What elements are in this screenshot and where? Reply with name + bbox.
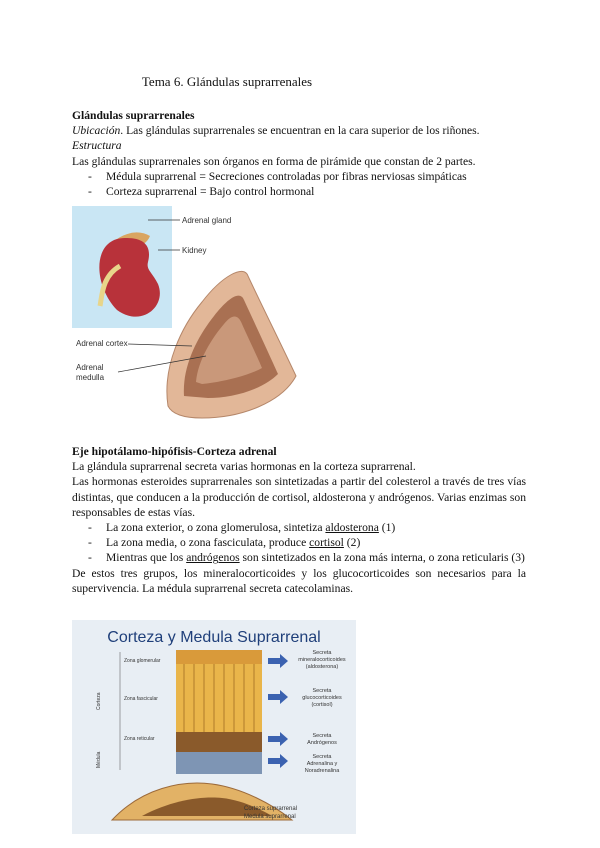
zone-label: Zona fascicular — [124, 696, 158, 702]
secretion-label: Andrógenos — [307, 740, 337, 746]
adrenal-kidney-figure — [72, 206, 304, 424]
secretion-label: glucocorticoides — [302, 695, 342, 701]
ubicacion-label: Ubicación — [72, 124, 121, 138]
estructura-label: Estructura — [72, 139, 122, 153]
label-adrenal-gland: Adrenal gland — [182, 216, 232, 225]
zone-label: Zona reticular — [124, 736, 155, 742]
side-label: Corteza — [96, 692, 102, 710]
secretion-label: (aldosterona) — [305, 664, 339, 670]
estructura-list — [72, 169, 526, 199]
section-glandulas — [72, 108, 526, 199]
corteza-medula-figure — [72, 620, 356, 834]
section-heading: Eje hipotálamo-hipófisis-Corteza adrenal — [72, 445, 277, 458]
figure-title: Corteza y Medula Suprarrenal — [107, 629, 321, 646]
secretion-label: Secreta — [312, 733, 332, 739]
zone-label: Zona glomerular — [124, 658, 161, 664]
paragraph: De estos tres grupos, los mineralocorticoides y los glucocorticoides son necesarios para la supervivencia. La médula suprarrenal secreta catecolaminas. — [72, 566, 526, 595]
ubicacion-text: . Las glándulas suprarrenales se encuentran en la cara superior de los riñones. — [120, 124, 480, 138]
medulla-tissue — [176, 752, 262, 774]
hormone-name: andrógenos — [186, 551, 240, 565]
section-heading: Glándulas suprarrenales — [72, 109, 195, 122]
hormone-name: aldosterona — [325, 521, 379, 535]
list-item: - Corteza suprarrenal = Bajo control hormonal — [88, 185, 315, 199]
secretion-label: mineralocorticoides — [298, 657, 346, 663]
secretion-label: Adrenalina y — [306, 761, 338, 767]
label-adrenal-medulla: Adrenal — [76, 363, 104, 372]
ubicacion-line — [72, 123, 526, 138]
side-label: Médula — [96, 751, 102, 768]
paragraph: La glándula suprarrenal secreta varias hormonas en la corteza suprarrenal. — [72, 460, 416, 474]
zona-reticular-tissue — [176, 732, 262, 752]
secretion-label: Noradrenalina — [304, 768, 340, 774]
zonas-list — [72, 520, 526, 566]
list-item: - La zona media, o zona fasciculata, produce cortisol (2) — [88, 536, 361, 550]
paragraph: Las hormonas esteroides suprarrenales son sintetizadas a partir del colesterol a través de tres vías distintas, que conducen a la producción de cortisol, aldosterona y andrógenos. Varias enzimas son responsables de estas vías. — [72, 475, 526, 519]
label-adrenal-cortex: Adrenal cortex — [76, 339, 128, 348]
secretion-label: Secreta — [312, 650, 332, 656]
bottom-label: Medula suprarrenal — [244, 814, 296, 820]
page-title: Tema 6. Glándulas suprarrenales — [141, 74, 313, 89]
label-kidney: Kidney — [182, 246, 207, 255]
hormone-name: cortisol — [309, 536, 344, 550]
label-adrenal-medulla-2: medulla — [76, 373, 105, 382]
bottom-label: Corteza suprarrenal — [244, 806, 298, 812]
section-eje — [72, 444, 526, 596]
list-item: - La zona exterior, o zona glomerulosa, sintetiza aldosterona (1) — [88, 521, 396, 535]
list-item: - Mientras que los andrógenos son sintetizados en la zona más interna, o zona reticularis (3) — [88, 551, 525, 565]
zona-glomerular-tissue — [176, 650, 262, 664]
list-item: - Médula suprarrenal = Secreciones controladas por fibras nerviosas simpáticas — [88, 169, 467, 183]
secretion-label: (cortisol) — [311, 702, 333, 708]
secretion-label: Secreta — [312, 754, 332, 760]
secretion-label: Secreta — [312, 688, 332, 694]
estructura-intro: Las glándulas suprarrenales son órganos en forma de pirámide que constan de 2 partes. — [72, 154, 476, 168]
